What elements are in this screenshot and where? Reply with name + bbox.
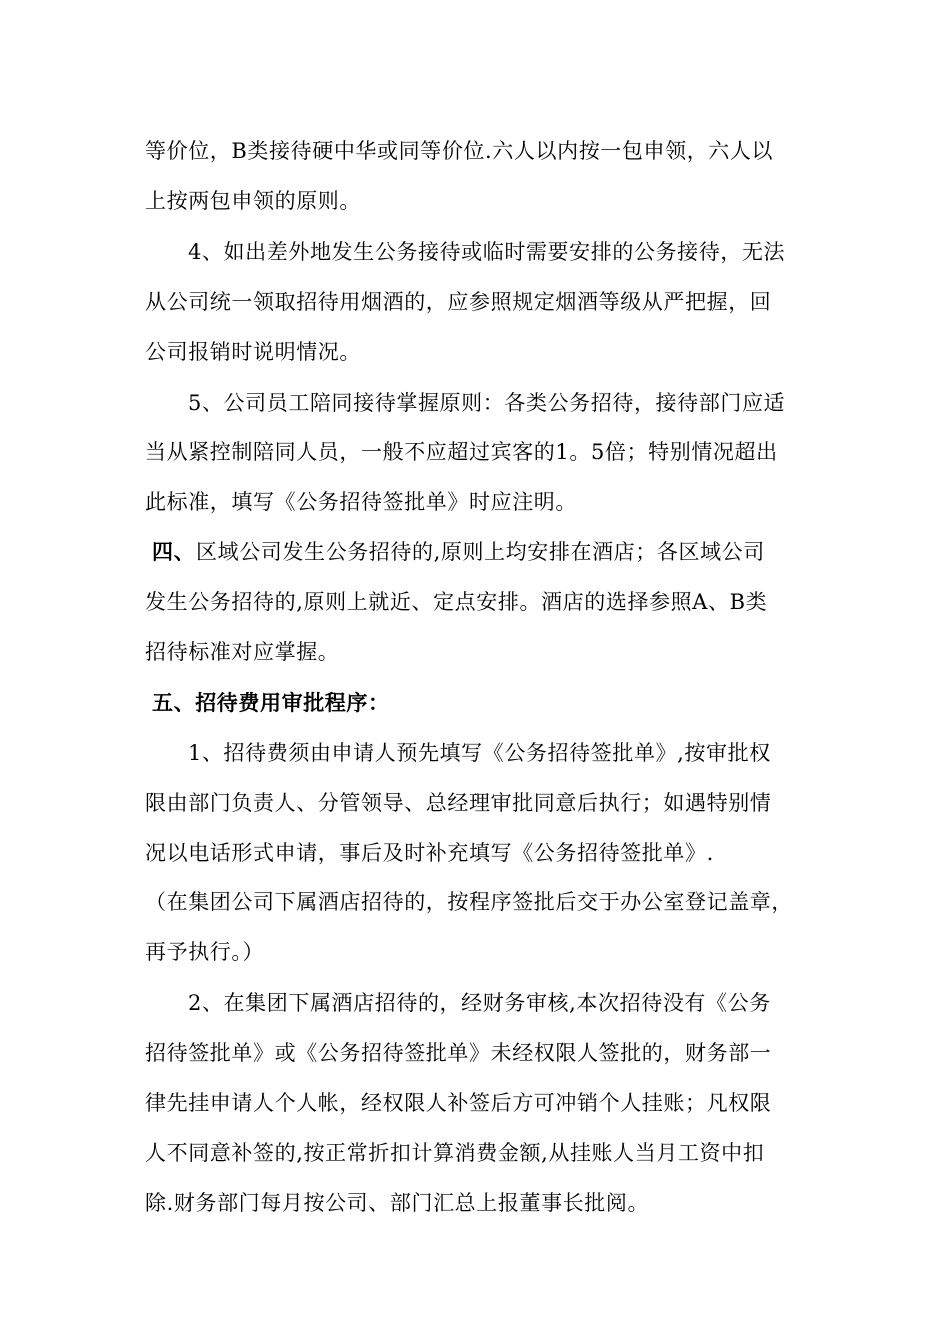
text-line-8: 此标准，填写《公务招待签批单》时应注明。 (145, 490, 577, 514)
text-line-21: 除.财务部门每月按公司、部门汇总上报董事长批阅。 (145, 1191, 650, 1215)
text-line-7: 当从紧控制陪同人员，一般不应超过宾客的1。5倍；特别情况超出 (145, 440, 778, 464)
text-line-6: 5、公司员工陪同接待掌握原则：各类公务招待，接待部门应适 (188, 391, 786, 415)
text-line-13: 限由部门负责人、分管领导、总经理审批同意后执行；如遇特别情 (145, 791, 772, 815)
text-line-20: 人不同意补签的,按正常折扣计算消费金额,从挂账人当月工资中扣 (145, 1141, 765, 1165)
text-line-1: 等价位，B类接待硬中华或同等价位.六人以内按一包申领，六人以 (145, 139, 774, 163)
text-line-18: 招待签批单》或《公务招待签批单》未经权限人签批的，财务部一 (145, 1041, 772, 1065)
text-line-15: （在集团公司下属酒店招待的，按程序签批后交于办公室登记盖章， (145, 890, 793, 914)
text-line-16: 再予执行。） (145, 940, 265, 964)
text-line-10: 发生公务招待的,原则上就近、定点安排。酒店的选择参照A、B类 (145, 590, 768, 614)
text-line-5: 公司报销时说明情况。 (145, 340, 361, 364)
text-line-2: 上按两包申领的原则。 (145, 189, 361, 213)
text-line-12: 1、招待费须由申请人预先填写《公务招待签批单》,按审批权 (188, 741, 771, 765)
text-line-11: 招待标准对应掌握。 (145, 640, 340, 664)
text-line-4: 从公司统一领取招待用烟酒的，应参照规定烟酒等级从严把握，回 (145, 290, 772, 314)
text-line-9: 区域公司发生公务招待的,原则上均安排在酒店；各区域公司 (196, 540, 765, 564)
text-line-3: 4、如出差外地发生公务接待或临时需要安排的公务接待，无法 (188, 240, 786, 264)
text-line-14: 况以电话形式申请，事后及时补充填写《公务招待签批单》. (145, 841, 714, 865)
text-line-17: 2、在集团下属酒店招待的，经财务审核,本次招待没有《公务 (188, 991, 771, 1015)
section-five-heading: 五、招待费用审批程序： (152, 690, 390, 715)
section-four-heading: 四、 (152, 539, 196, 564)
text-line-19: 律先挂申请人个人帐，经权限人补签后方可冲销个人挂账；凡权限 (145, 1091, 772, 1115)
